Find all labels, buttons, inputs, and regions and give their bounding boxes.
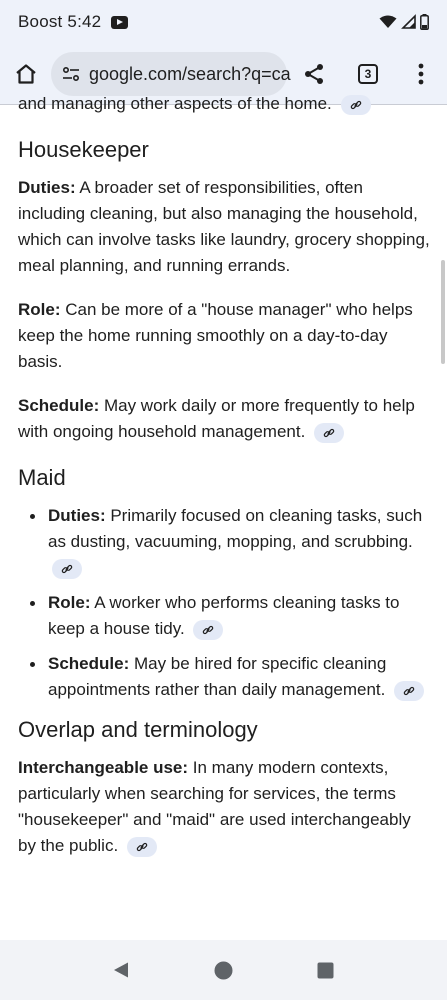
overlap-text: In many modern contexts, particularly when searching for services, the terms "housekeeper" and "maid" are used interchangeably by the public.	[18, 758, 411, 855]
youtube-notification-icon	[111, 16, 128, 29]
system-nav-bar	[0, 940, 447, 1000]
top-fragment-paragraph	[18, 91, 430, 117]
home-circle-icon	[214, 961, 233, 980]
housekeeper-role	[18, 297, 430, 375]
share-icon	[302, 62, 326, 86]
source-link-chip[interactable]	[127, 837, 157, 857]
item-text: May be hired for specific cleaning appointments rather than daily management.	[48, 654, 387, 699]
link-icon	[136, 841, 148, 853]
carrier-name: Boost	[18, 12, 63, 31]
role-text: Can be more of a "house manager" who helps keep the home running smoothly on a day-to-day basis.	[18, 300, 413, 371]
source-link-chip[interactable]	[341, 95, 371, 115]
item-label: Schedule:	[48, 654, 130, 673]
schedule-text: May work daily or more frequently to help with ongoing household management.	[18, 396, 415, 441]
duties-label: Duties:	[18, 178, 76, 197]
schedule-label: Schedule:	[18, 396, 100, 415]
signal-icon	[401, 15, 416, 29]
status-time: 5:42	[67, 12, 102, 31]
link-icon	[202, 624, 214, 636]
source-link-chip[interactable]	[52, 559, 82, 579]
status-carrier	[18, 12, 101, 32]
nav-back-button[interactable]	[101, 950, 141, 990]
nav-home-button[interactable]	[203, 950, 243, 990]
nav-recents-button[interactable]	[306, 950, 346, 990]
overlap-paragraph	[18, 755, 430, 859]
link-icon	[61, 563, 73, 575]
item-label: Role:	[48, 593, 91, 612]
top-fragment-text: and managing other aspects of the home.	[18, 94, 332, 113]
list-item	[18, 590, 430, 642]
more-vert-icon	[418, 63, 424, 85]
scrollbar-thumb[interactable]	[441, 260, 445, 364]
source-link-chip[interactable]	[394, 681, 424, 701]
home-icon	[14, 62, 38, 86]
recents-square-icon	[317, 962, 334, 979]
housekeeper-schedule	[18, 393, 430, 445]
item-text: A worker who performs cleaning tasks to keep a house tidy.	[48, 593, 400, 638]
source-link-chip[interactable]	[193, 620, 223, 640]
address-bar[interactable]	[51, 52, 291, 96]
heading-housekeeper: Housekeeper	[18, 137, 149, 162]
duties-text: A broader set of responsibilities, often including cleaning, but also managing the household, which can involve tasks like laundry, grocery shopping, meal planning, and running errands.	[18, 178, 430, 275]
link-icon	[350, 99, 362, 111]
page-content	[0, 94, 447, 940]
link-icon	[323, 427, 335, 439]
heading-overlap: Overlap and terminology	[18, 717, 258, 742]
url-text: google.com/search?q=ca	[89, 63, 291, 84]
list-item	[18, 651, 430, 703]
item-text: Primarily focused on cleaning tasks, such as dusting, vacuuming, mopping, and scrubbing.	[48, 506, 423, 551]
role-label: Role:	[18, 300, 61, 319]
status-icons	[379, 14, 429, 30]
housekeeper-duties	[18, 175, 430, 279]
source-link-chip[interactable]	[314, 423, 344, 443]
maid-list	[18, 503, 430, 703]
wifi-icon	[379, 15, 397, 29]
list-item	[18, 503, 430, 581]
item-label: Duties:	[48, 506, 106, 525]
heading-maid: Maid	[18, 465, 66, 490]
site-settings-icon	[61, 64, 81, 84]
battery-icon	[420, 14, 429, 30]
overlap-label: Interchangeable use:	[18, 758, 189, 777]
tab-count: 3	[358, 64, 378, 84]
status-bar	[0, 0, 447, 44]
link-icon	[403, 685, 415, 697]
back-triangle-icon	[112, 961, 130, 979]
